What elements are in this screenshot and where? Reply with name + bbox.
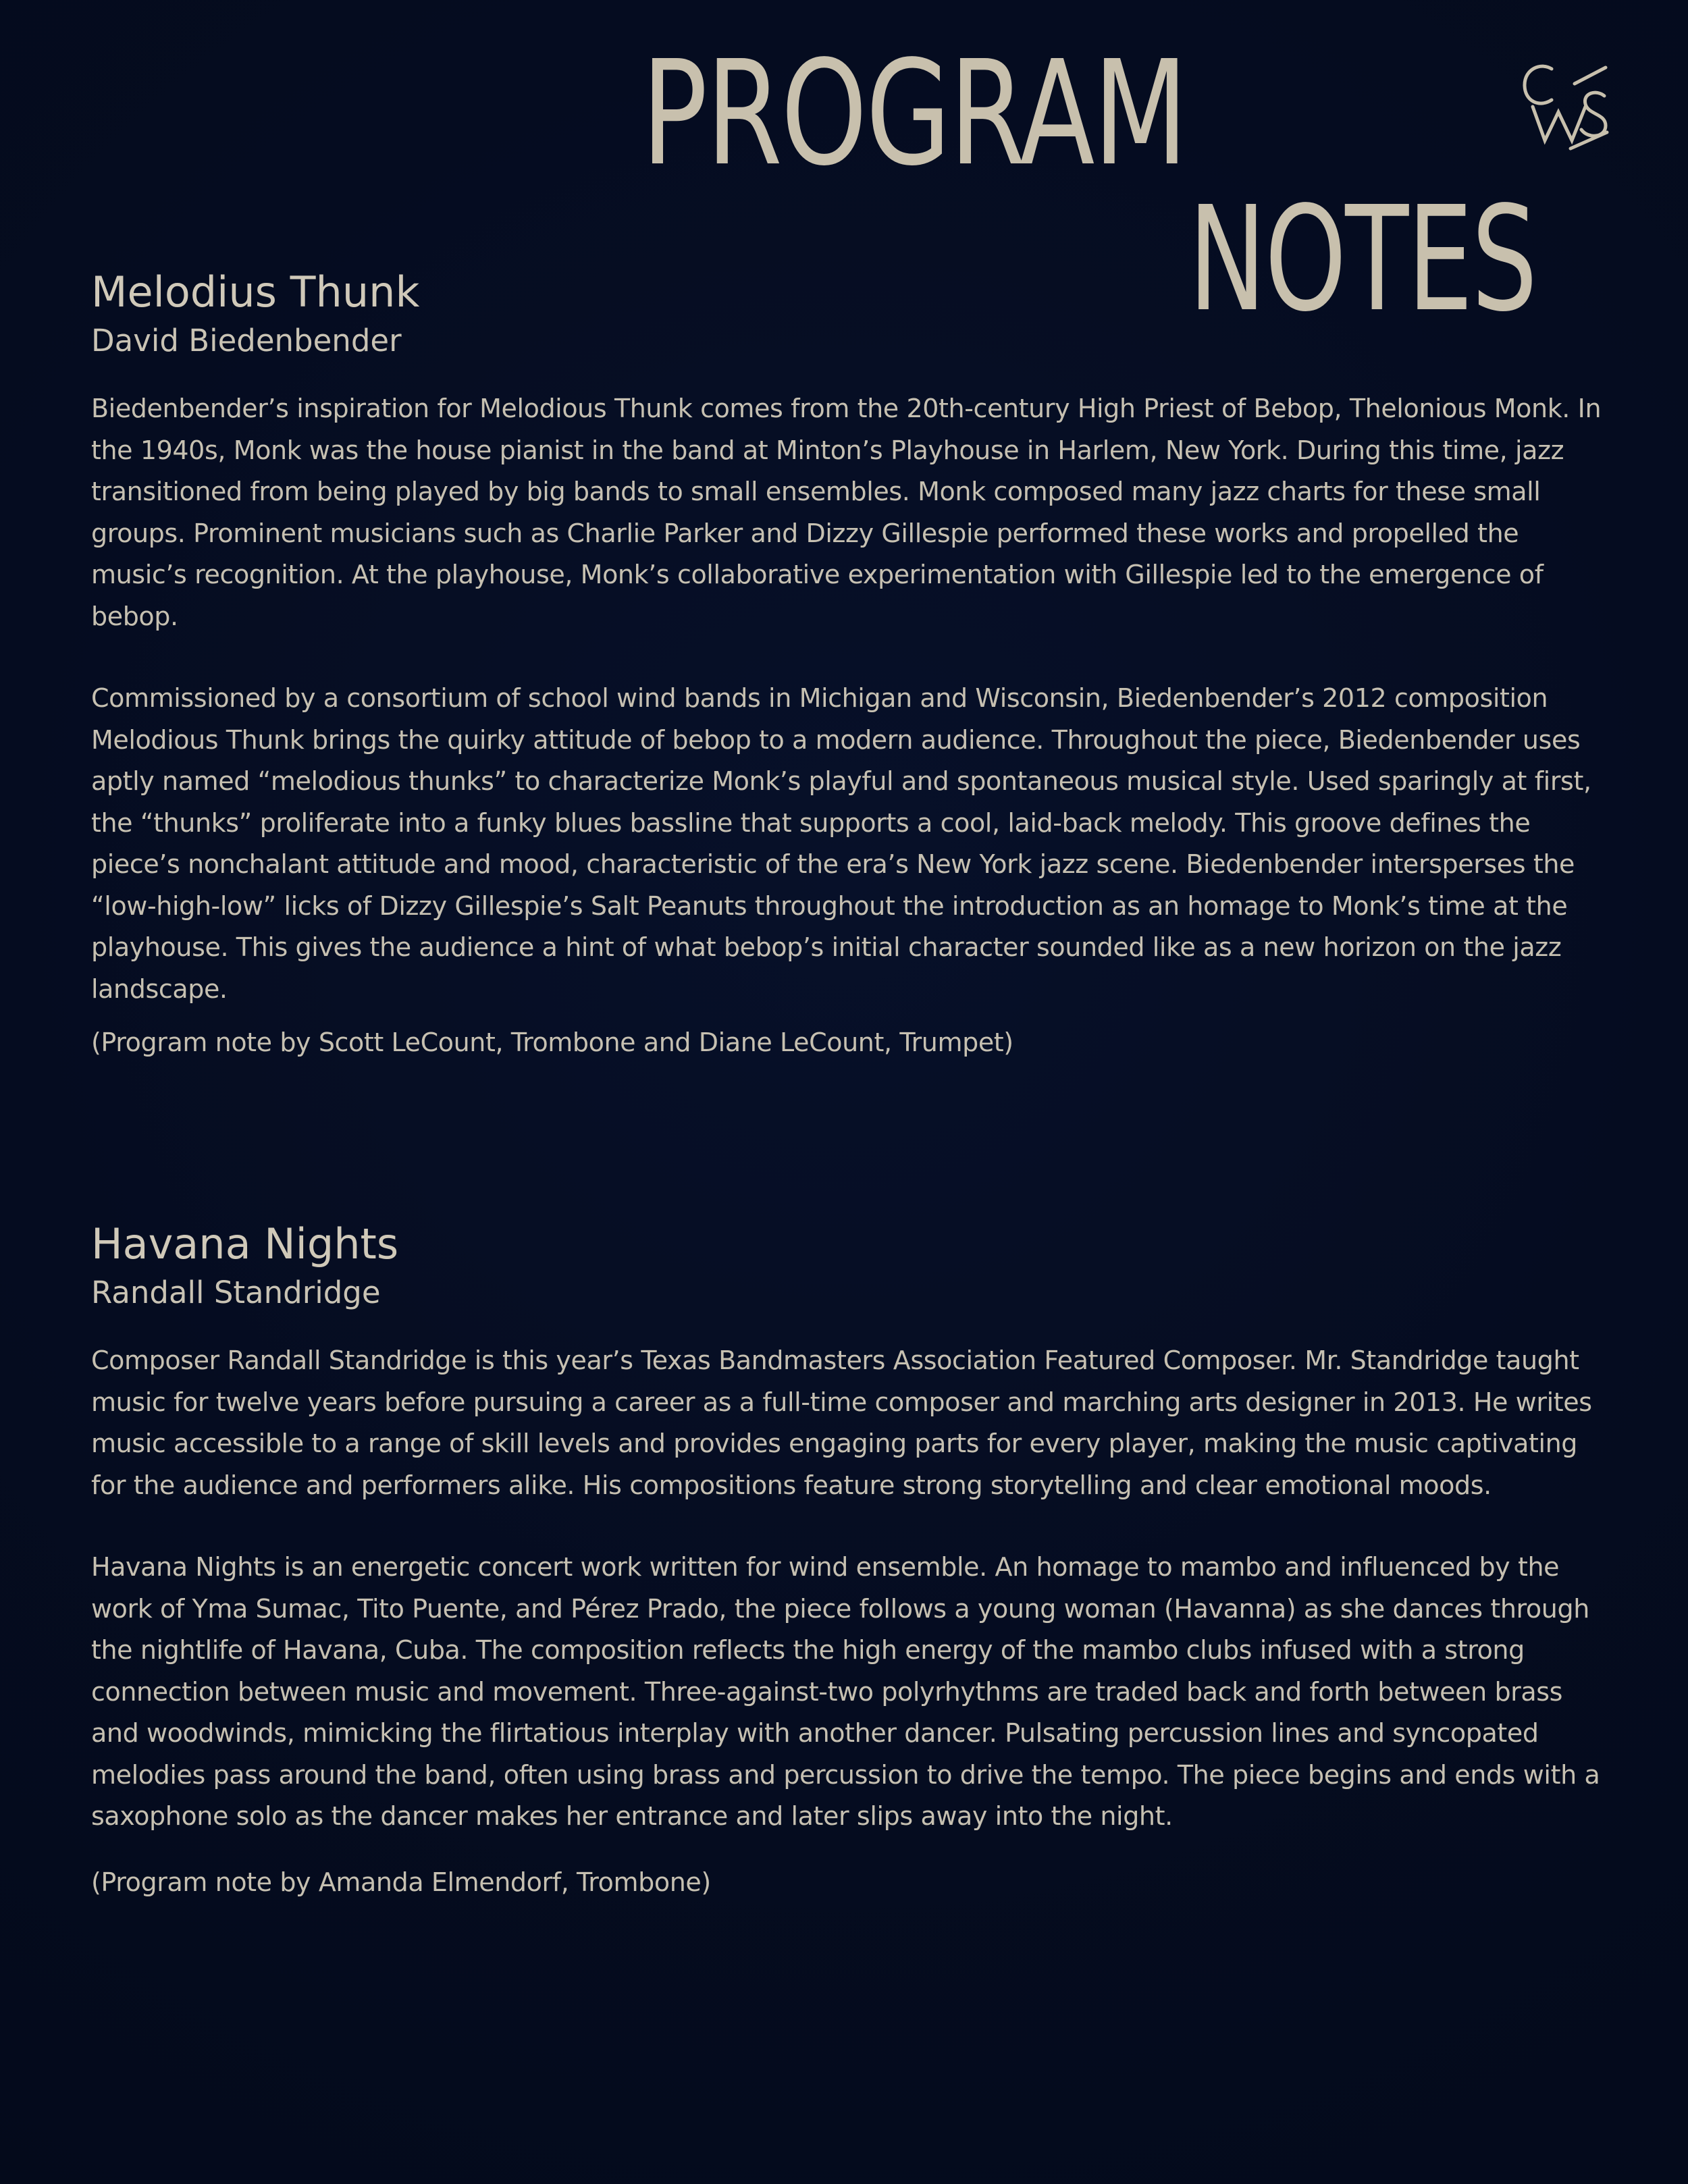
paragraph: Commissioned by a consortium of school wind bands in Michigan and Wisconsin, Biedenbender’s 2012 composition Melodious Thunk brings the quirky attitude of bebop to a modern audience. Throughout the piece, Biedenbender uses aptly named “melodious thunks” to characterize Monk’s playful and spontaneous musical style. Used sparingly at first, the “thunks” proliferate into a funky blues bassline that supports a cool, laid-back melody. This groove defines the piece’s nonchalant attitude and mood, characteristic of the era’s New York jazz scene. Biedenbender intersperses the “low-high-low” licks of Dizzy Gillespie’s Salt Peanuts throughout the introduction as an homage to Monk’s time at the playhouse. This gives the audience a hint of what bebop’s initial character sounded like as a new horizon on the jazz landscape.	[91, 683, 1591, 1004]
piece-title: Havana Nights	[91, 1219, 399, 1269]
cws-monogram-icon	[1512, 54, 1620, 155]
program-note-credit: (Program note by Scott LeCount, Trombone and Diane LeCount, Trumpet)	[91, 1028, 1013, 1057]
paragraph: Havana Nights is an energetic concert work written for wind ensemble. An homage to mambo and influenced by the work of Yma Sumac, Tito Puente, and Pérez Prado, the piece follows a young woman (Havanna) as she dances through the nightlife of Havana, Cuba. The composition reflects the high energy of the mambo clubs infused with a strong connection between music and movement. Three-against-two polyrhythms are traded back and forth between brass and woodwinds, mimicking the flirtatious interplay with another dancer. Pulsating percussion lines and syncopated melodies pass around the band, often using brass and percussion to drive the tempo. The piece begins and ends with a saxophone solo as the dancer makes her entrance and later slips away into the night.	[91, 1552, 1600, 1831]
piece-melodius-thunk	[91, 267, 1617, 1064]
composer-name: Randall Standridge	[91, 1275, 381, 1310]
paragraph: Composer Randall Standridge is this year’s Texas Bandmasters Association Featured Composer. Mr. Standridge taught music for twelve years before pursuing a career as a full-time composer and marching arts designer in 2013. He writes music accessible to a range of skill levels and provides engaging parts for every player, making the music captivating for the audience and performers alike. His compositions feature strong storytelling and clear emotional moods.	[91, 1346, 1592, 1500]
program-note-credit: (Program note by Amanda Elmendorf, Trombone)	[91, 1867, 711, 1897]
title-notes: NOTES	[1188, 176, 1537, 344]
piece-title: Melodius Thunk	[91, 267, 420, 317]
title-program: PROGRAM	[641, 30, 1187, 198]
piece-havana-nights	[91, 1219, 1617, 1903]
paragraph: Biedenbender’s inspiration for Melodious Thunk comes from the 20th-century High Priest of Bebop, Thelonious Monk. In the 1940s, Monk was the house pianist in the band at Minton’s Playhouse in Harlem, New York. During this time, jazz transitioned from being played by big bands to small ensembles. Monk composed many jazz charts for these small groups. Prominent musicians such as Charlie Parker and Dizzy Gillespie performed these works and propelled the music’s recognition. At the playhouse, Monk’s collaborative experimentation with Gillespie led to the emergence of bebop.	[91, 394, 1602, 631]
composer-name: David Biedenbender	[91, 323, 402, 358]
